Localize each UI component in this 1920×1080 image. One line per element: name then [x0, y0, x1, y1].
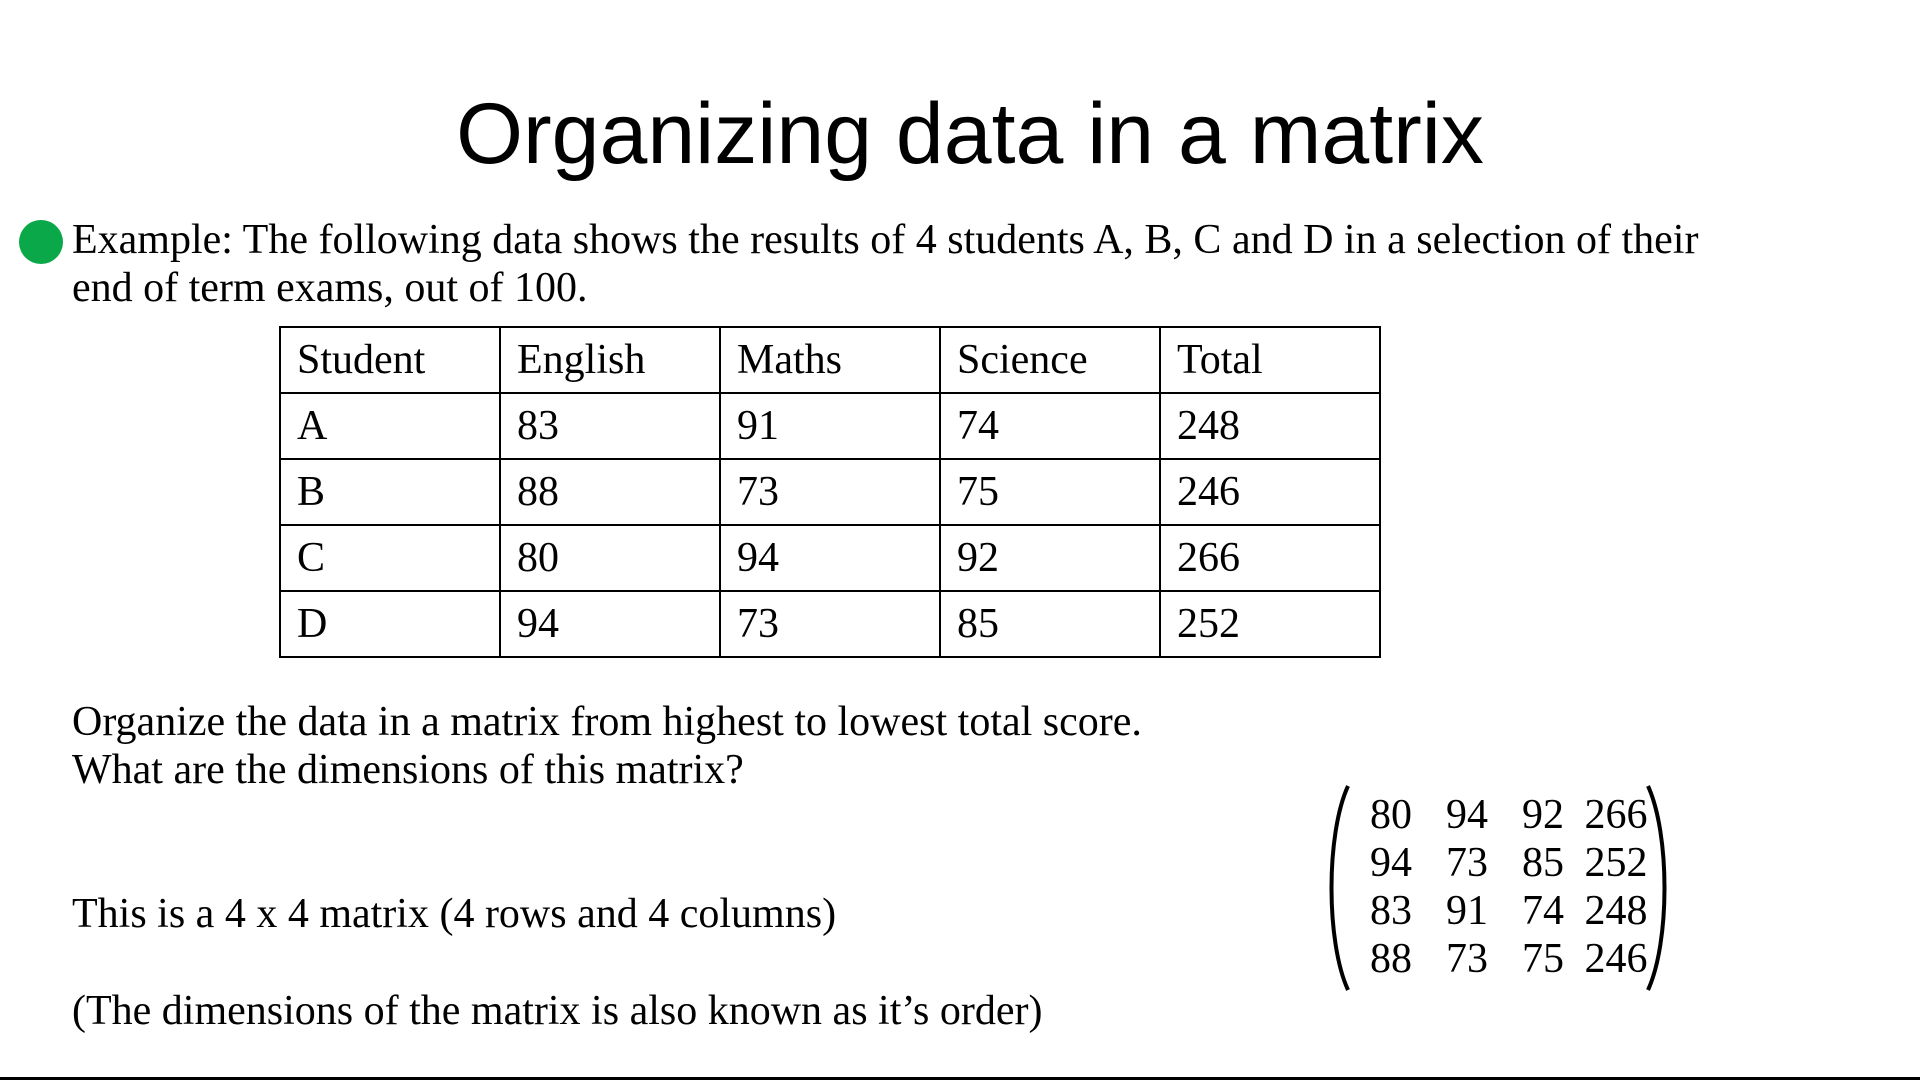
table-cell: 252 — [1160, 591, 1380, 657]
table-header-cell: Total — [1160, 327, 1380, 393]
table-cell: 80 — [500, 525, 720, 591]
matrix-cell: 248 — [1584, 888, 1648, 934]
matrix-cell: 246 — [1584, 936, 1648, 982]
table-cell: 94 — [500, 591, 720, 657]
table-cell: 73 — [720, 459, 940, 525]
answer-text: This is a 4 x 4 matrix (4 rows and 4 columns) — [72, 891, 837, 937]
table-header-cell: Science — [940, 327, 1160, 393]
table-row — [280, 393, 1380, 459]
matrix-cell: 85 — [1522, 840, 1564, 886]
matrix-row — [1356, 791, 1654, 839]
right-parenthesis-icon — [1644, 784, 1674, 992]
table-cell: 75 — [940, 459, 1160, 525]
question-line: Organize the data in a matrix from highest to lowest total score. — [72, 699, 1142, 745]
matrix-cell: 266 — [1584, 792, 1648, 838]
left-parenthesis-icon — [1322, 784, 1352, 992]
matrix-cell: 94 — [1446, 792, 1488, 838]
question-line: What are the dimensions of this matrix? — [72, 747, 744, 793]
table-cell: 85 — [940, 591, 1160, 657]
table-cell: 73 — [720, 591, 940, 657]
table-row — [280, 459, 1380, 525]
table-header-cell: English — [500, 327, 720, 393]
matrix-cell: 73 — [1446, 936, 1488, 982]
matrix-cell: 75 — [1522, 936, 1564, 982]
matrix-cell: 252 — [1584, 840, 1648, 886]
table-cell: B — [280, 459, 500, 525]
matrix-grid — [1356, 791, 1654, 983]
matrix-cell: 94 — [1370, 840, 1412, 886]
table-cell: 94 — [720, 525, 940, 591]
table-cell: 248 — [1160, 393, 1380, 459]
matrix-cell: 91 — [1446, 888, 1488, 934]
matrix-cell: 88 — [1370, 936, 1412, 982]
table-cell: C — [280, 525, 500, 591]
table-cell: 83 — [500, 393, 720, 459]
table-cell: 88 — [500, 459, 720, 525]
table-header-cell: Maths — [720, 327, 940, 393]
table-row — [280, 591, 1380, 657]
matrix-row — [1356, 935, 1654, 983]
table-cell: A — [280, 393, 500, 459]
table-cell: D — [280, 591, 500, 657]
matrix-cell: 92 — [1522, 792, 1564, 838]
table-cell: 91 — [720, 393, 940, 459]
table-cell: 74 — [940, 393, 1160, 459]
matrix-cell: 80 — [1370, 792, 1412, 838]
table-cell: 266 — [1160, 525, 1380, 591]
question-text — [72, 698, 1142, 794]
intro-line: Example: The following data shows the results of 4 students A, B, C and D in a selection of their — [72, 217, 1699, 263]
green-bullet-icon — [19, 220, 63, 264]
matrix — [1322, 784, 1674, 992]
matrix-cell: 74 — [1522, 888, 1564, 934]
intro-line: end of term exams, out of 100. — [72, 265, 588, 311]
note-text: (The dimensions of the matrix is also known as it’s order) — [72, 988, 1043, 1034]
intro-text — [72, 216, 1872, 312]
matrix-cell: 83 — [1370, 888, 1412, 934]
table-header-cell: Student — [280, 327, 500, 393]
table-cell: 92 — [940, 525, 1160, 591]
table-row — [280, 525, 1380, 591]
slide-title: Organizing data in a matrix — [456, 86, 1484, 182]
table-cell: 246 — [1160, 459, 1380, 525]
table-header-row — [280, 327, 1380, 393]
matrix-row — [1356, 839, 1654, 887]
matrix-row — [1356, 887, 1654, 935]
results-table — [279, 326, 1381, 658]
matrix-cell: 73 — [1446, 840, 1488, 886]
